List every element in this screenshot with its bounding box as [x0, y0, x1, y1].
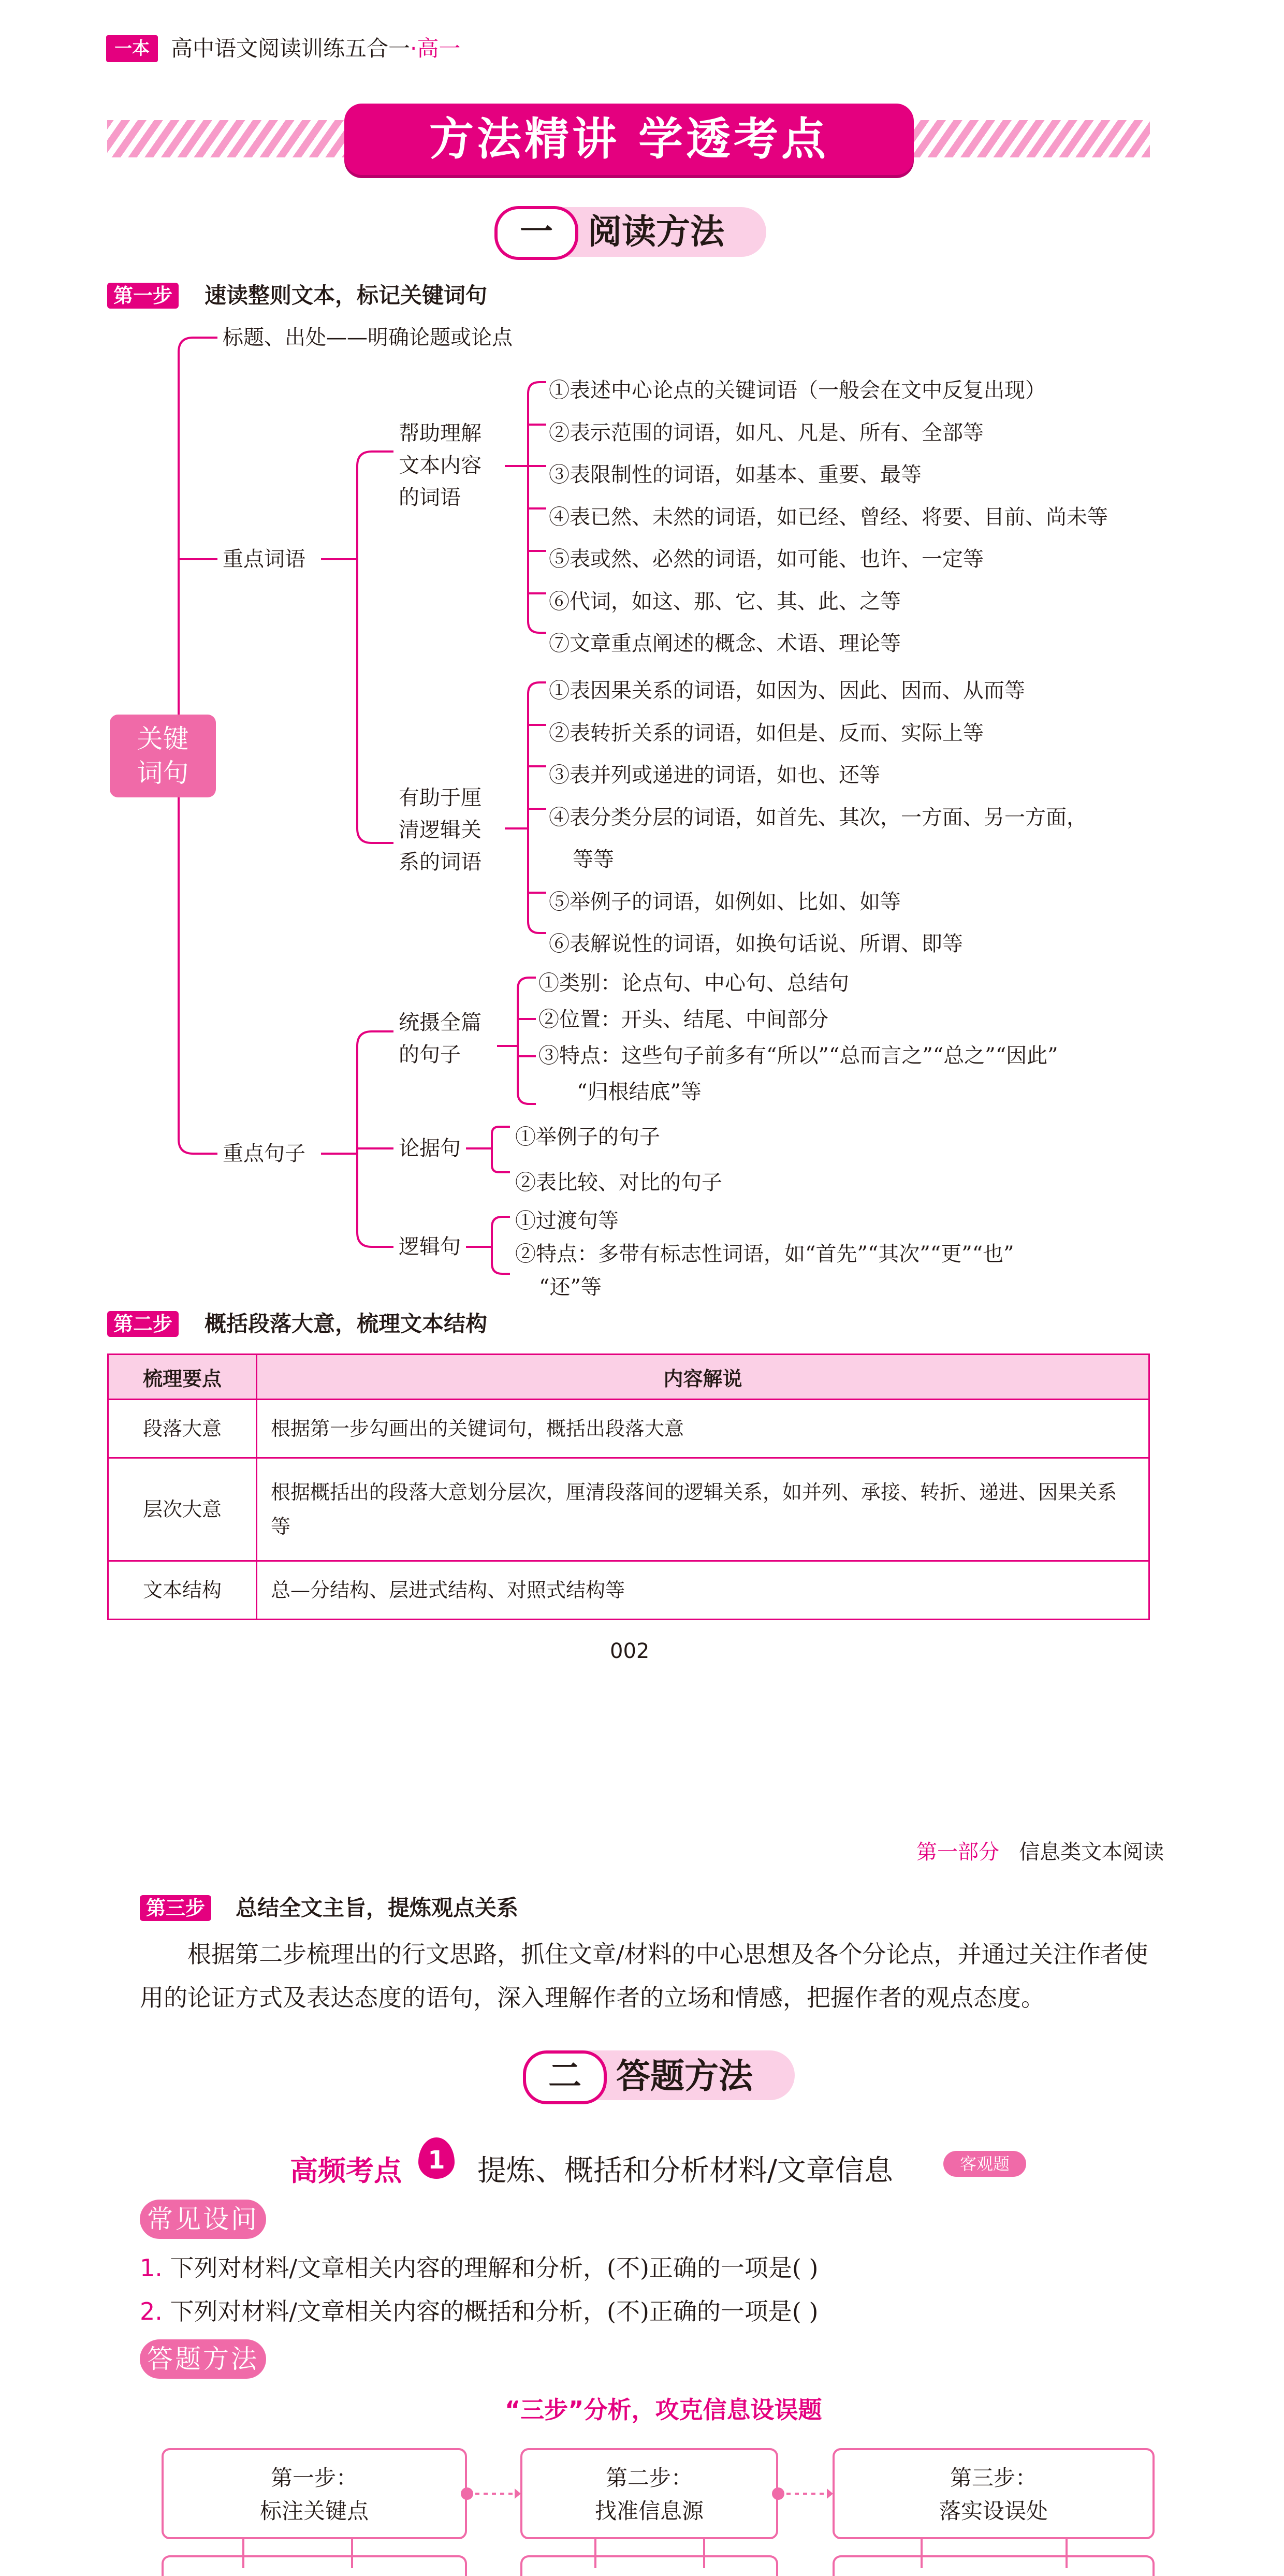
flow-step-text: 找准信息源: [594, 2498, 704, 2524]
list-item: ③特点：这些句子前多有“所以”“总而言之”“总之”“因此”: [538, 1044, 1058, 1068]
grade-label: 高一: [417, 36, 461, 61]
logic-sentence-list: [515, 1204, 1014, 1304]
mindmap-root: [110, 715, 216, 797]
section2-number: 二: [523, 2050, 607, 2104]
flow-detail-box: [833, 2555, 1155, 2576]
sub-understand-l1: 帮助理解: [399, 421, 481, 445]
sub-argument: 论据句: [399, 1137, 461, 1160]
objective-badge: 客观题: [943, 2151, 1026, 2177]
flow-step-label: 第一步：: [270, 2465, 358, 2491]
step3-tag: 第三步: [140, 1895, 211, 1921]
list-item: ③表限制性的词语，如基本、重要、最等: [549, 463, 922, 487]
step1-tag: 第一步: [107, 283, 179, 309]
list-item: ①表因果关系的词语，如因为、因此、因而、从而等: [549, 679, 1025, 703]
sub-overview-l1: 统摄全篇: [399, 1011, 481, 1035]
step3-body: 根据第二步梳理出的行文思路，抓住文章/材料的中心思想及各个分论点，并通过关注作者使用的论证方式及表达态度的语句，深入理解作者的立场和情感，把握作者的观点态度。: [140, 1940, 1148, 2012]
logic-list: [549, 670, 1087, 966]
section1-title: 阅读方法: [588, 212, 724, 252]
branch-title-source: 标题、出处——明确论题或论点: [223, 326, 513, 350]
understand-list: [549, 370, 1108, 665]
title-dot: ·: [410, 36, 417, 61]
question-item: [140, 2252, 818, 2283]
list-item: ⑤举例子的词语，如例如、比如、如等: [549, 890, 901, 914]
table-header-row: [108, 1355, 1149, 1400]
table-cell-key: 文本结构: [108, 1561, 257, 1620]
summary-table: [107, 1354, 1150, 1620]
hot-title: 提炼、概括和分析材料/文章信息: [477, 2154, 893, 2188]
list-item: ③表并列或递进的词语，如也、还等: [549, 763, 880, 787]
common-questions-title: 常见设问: [140, 2200, 266, 2239]
flow-step-label: 第二步：: [605, 2465, 693, 2491]
flow-step-text: 标注关键点: [259, 2498, 369, 2524]
question-number: 2.: [140, 2297, 163, 2325]
column-header: 梳理要点: [108, 1355, 257, 1400]
book-title: 高中语文阅读训练五合一: [171, 36, 411, 61]
root-line1: 关键: [137, 724, 189, 754]
step1-title: 速读整则文本，标记关键词句: [205, 283, 488, 308]
table-cell-value: 总—分结构、层进式结构、对照式结构等: [257, 1561, 1149, 1620]
hot-number-flame-icon: 1: [418, 2137, 455, 2179]
part-number: 第一部分: [916, 1840, 999, 1864]
list-item: ⑥表解说性的词语，如换句话说、所谓、即等: [549, 932, 963, 956]
method-title: 答题方法: [140, 2339, 266, 2379]
method-subtitle: “三步”分析，攻克信息设误题: [505, 2396, 822, 2424]
question-number: 1.: [140, 2254, 163, 2282]
step2-title: 概括段落大意，梳理文本结构: [205, 1311, 488, 1336]
sub-logic-l3: 系的词语: [399, 850, 481, 874]
flow-connectors: [0, 2465, 1284, 2568]
list-item: ①举例子的句子: [515, 1125, 660, 1149]
list-item: “归根结底”等: [577, 1080, 702, 1104]
step2-tag: 第二步: [107, 1311, 179, 1337]
table-cell-value: 根据第一步勾画出的关键词句，概括出段落大意: [257, 1400, 1149, 1458]
sub-logic-sentence: 逻辑句: [399, 1235, 461, 1259]
list-item: ①表述中心论点的关键词语（一般会在文中反复出现）: [549, 379, 1046, 402]
list-item: ②表示范围的词语，如凡、凡是、所有、全部等: [549, 420, 984, 445]
sub-understand: [399, 417, 481, 514]
argument-list: [515, 1114, 722, 1205]
sub-understand-l3: 的词语: [399, 486, 461, 510]
brand-logo: 一本: [106, 35, 158, 62]
section-banner: 方法精讲 学透考点: [344, 104, 914, 175]
list-item: ④表已然、未然的词语，如已经、曾经、将要、目前、尚未等: [549, 505, 1108, 529]
branch-key-words: 重点词语: [223, 547, 305, 571]
sub-logic-l2: 清逻辑关: [399, 818, 481, 842]
flow-step-label: 第三步：: [950, 2465, 1037, 2491]
hot-label: 高频考点: [290, 2155, 402, 2187]
table-row: [108, 1561, 1149, 1620]
list-item: “还”等: [539, 1275, 602, 1299]
question-text: 下列对材料/文章相关内容的概括和分析，(不)正确的一项是( ): [170, 2297, 819, 2325]
table-row: [108, 1400, 1149, 1458]
list-item: ②位置：开头、结尾、中间部分: [538, 1008, 828, 1031]
section1-number: 一: [494, 206, 578, 260]
flow-detail-box: [520, 2555, 778, 2576]
question-text: 下列对材料/文章相关内容的理解和分析，(不)正确的一项是( ): [170, 2254, 819, 2282]
page-number: 002: [610, 1639, 650, 1663]
branch-key-sentences: 重点句子: [223, 1142, 305, 1166]
table-row: [108, 1458, 1149, 1561]
list-item: ①类别：论点句、中心句、总结句: [538, 971, 849, 995]
list-item: ④表分类分层的词语，如首先、其次，一方面、另一方面，: [549, 805, 1087, 829]
table-cell-key: 段落大意: [108, 1400, 257, 1458]
sub-logic-l1: 有助于厘: [399, 786, 481, 810]
column-header: 内容解说: [257, 1355, 1149, 1400]
table-cell-value: 根据概括出的段落大意划分层次，厘清段落间的逻辑关系，如并列、承接、转折、递进、因果关系等: [257, 1458, 1149, 1561]
table-cell-key: 层次大意: [108, 1458, 257, 1561]
list-item: ②表比较、对比的句子: [515, 1171, 722, 1195]
list-item: ⑥代词，如这、那、它、其、此、之等: [549, 589, 901, 614]
sub-logic: [399, 782, 481, 878]
flow-detail-box: [162, 2555, 467, 2576]
question-item: [140, 2296, 818, 2327]
sub-overview-l2: 的句子: [399, 1043, 461, 1067]
sub-overview: [399, 1007, 481, 1071]
list-item: ⑤表或然、必然的词语，如可能、也许、一定等: [549, 547, 984, 571]
part-label: [916, 1836, 1164, 1865]
step3-title: 总结全文主旨，提炼观点关系: [236, 1895, 519, 1920]
flow-step-text: 落实设误处: [939, 2498, 1048, 2524]
sub-understand-l2: 文本内容: [399, 454, 481, 477]
part-name: 信息类文本阅读: [1019, 1840, 1164, 1864]
list-item: ①过渡句等: [515, 1209, 619, 1233]
root-line2: 词句: [137, 758, 189, 788]
list-item: 等等: [573, 848, 614, 871]
list-item: ②表转折关系的词语，如但是、反而、实际上等: [549, 721, 984, 745]
list-item: ②特点：多带有标志性词语，如“首先”“其次”“更”“也”: [515, 1242, 1014, 1266]
list-item: ⑦文章重点阐述的概念、术语、理论等: [549, 632, 901, 656]
overview-list: [538, 965, 1058, 1110]
section2-title: 答题方法: [616, 2056, 753, 2096]
